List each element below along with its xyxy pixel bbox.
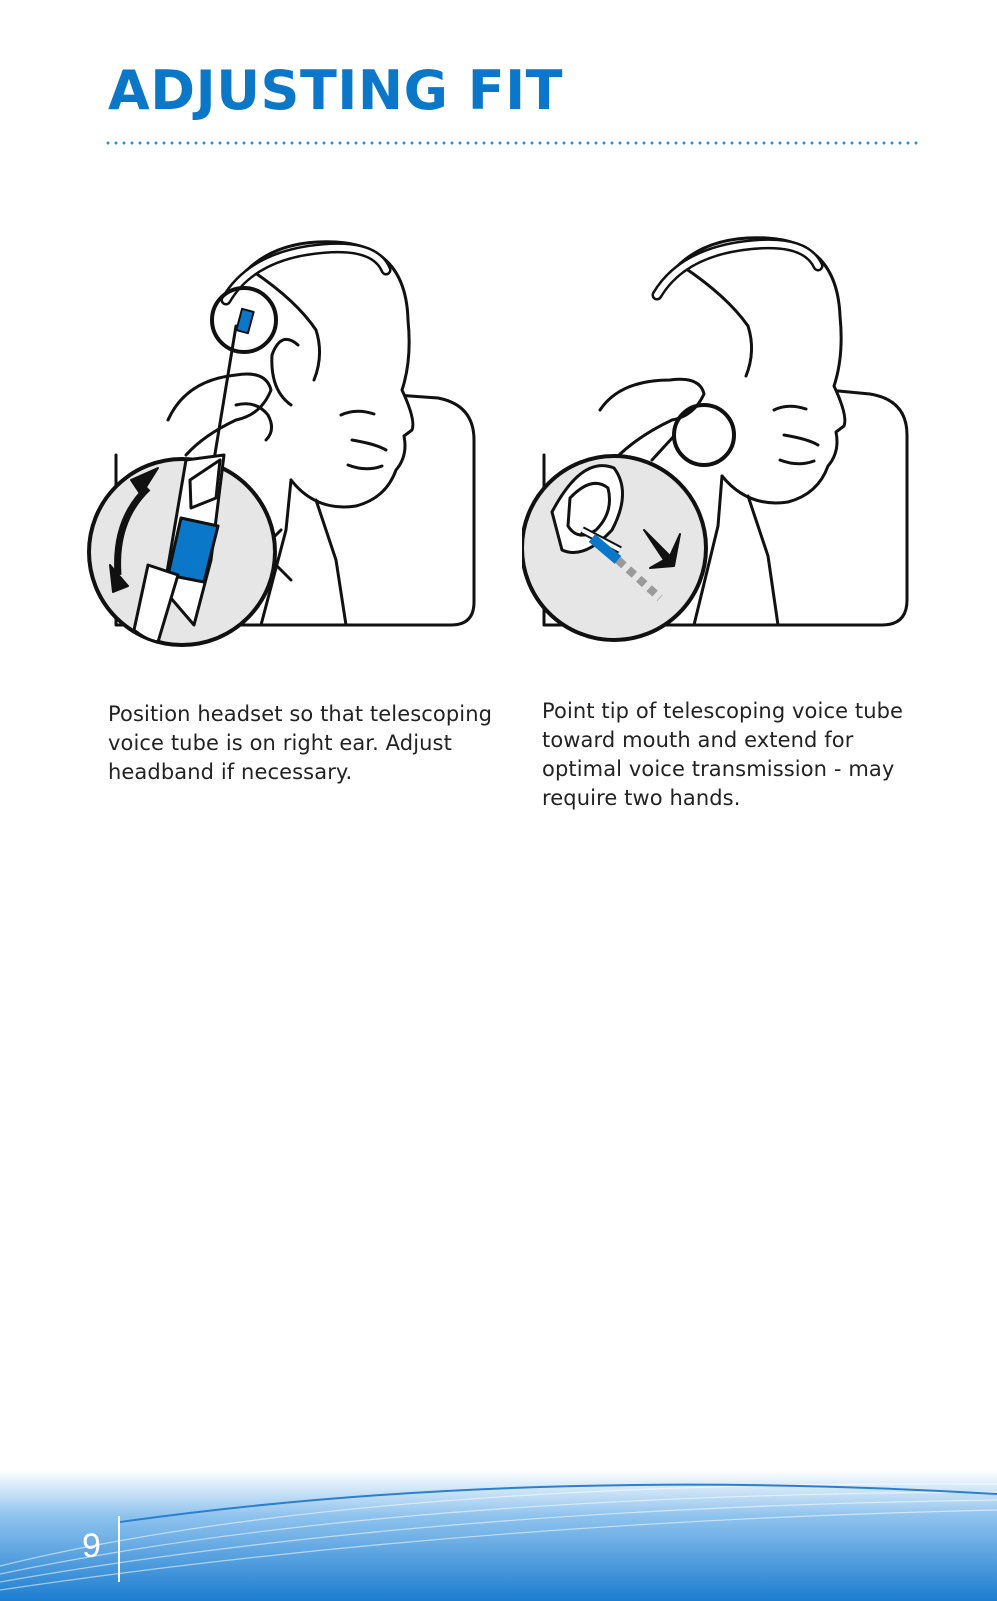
step-2-caption: Point tip of telescoping voice tube toward mouth and extend for optimal voice transmission - may require two hands. bbox=[542, 699, 904, 810]
step-1-caption: Position headset so that telescoping voice tube is on right ear. Adjust headband if necessary. bbox=[108, 702, 493, 784]
page-number-separator bbox=[118, 1516, 120, 1582]
dotted-divider bbox=[104, 141, 920, 145]
footer-wave-band bbox=[0, 1470, 997, 1601]
page-title: ADJUSTING FIT bbox=[108, 59, 564, 122]
page-number: 9 bbox=[82, 1527, 101, 1565]
headset-extend-voice-tube-illustration bbox=[522, 230, 932, 670]
headset-adjust-headband-illustration bbox=[86, 230, 496, 670]
